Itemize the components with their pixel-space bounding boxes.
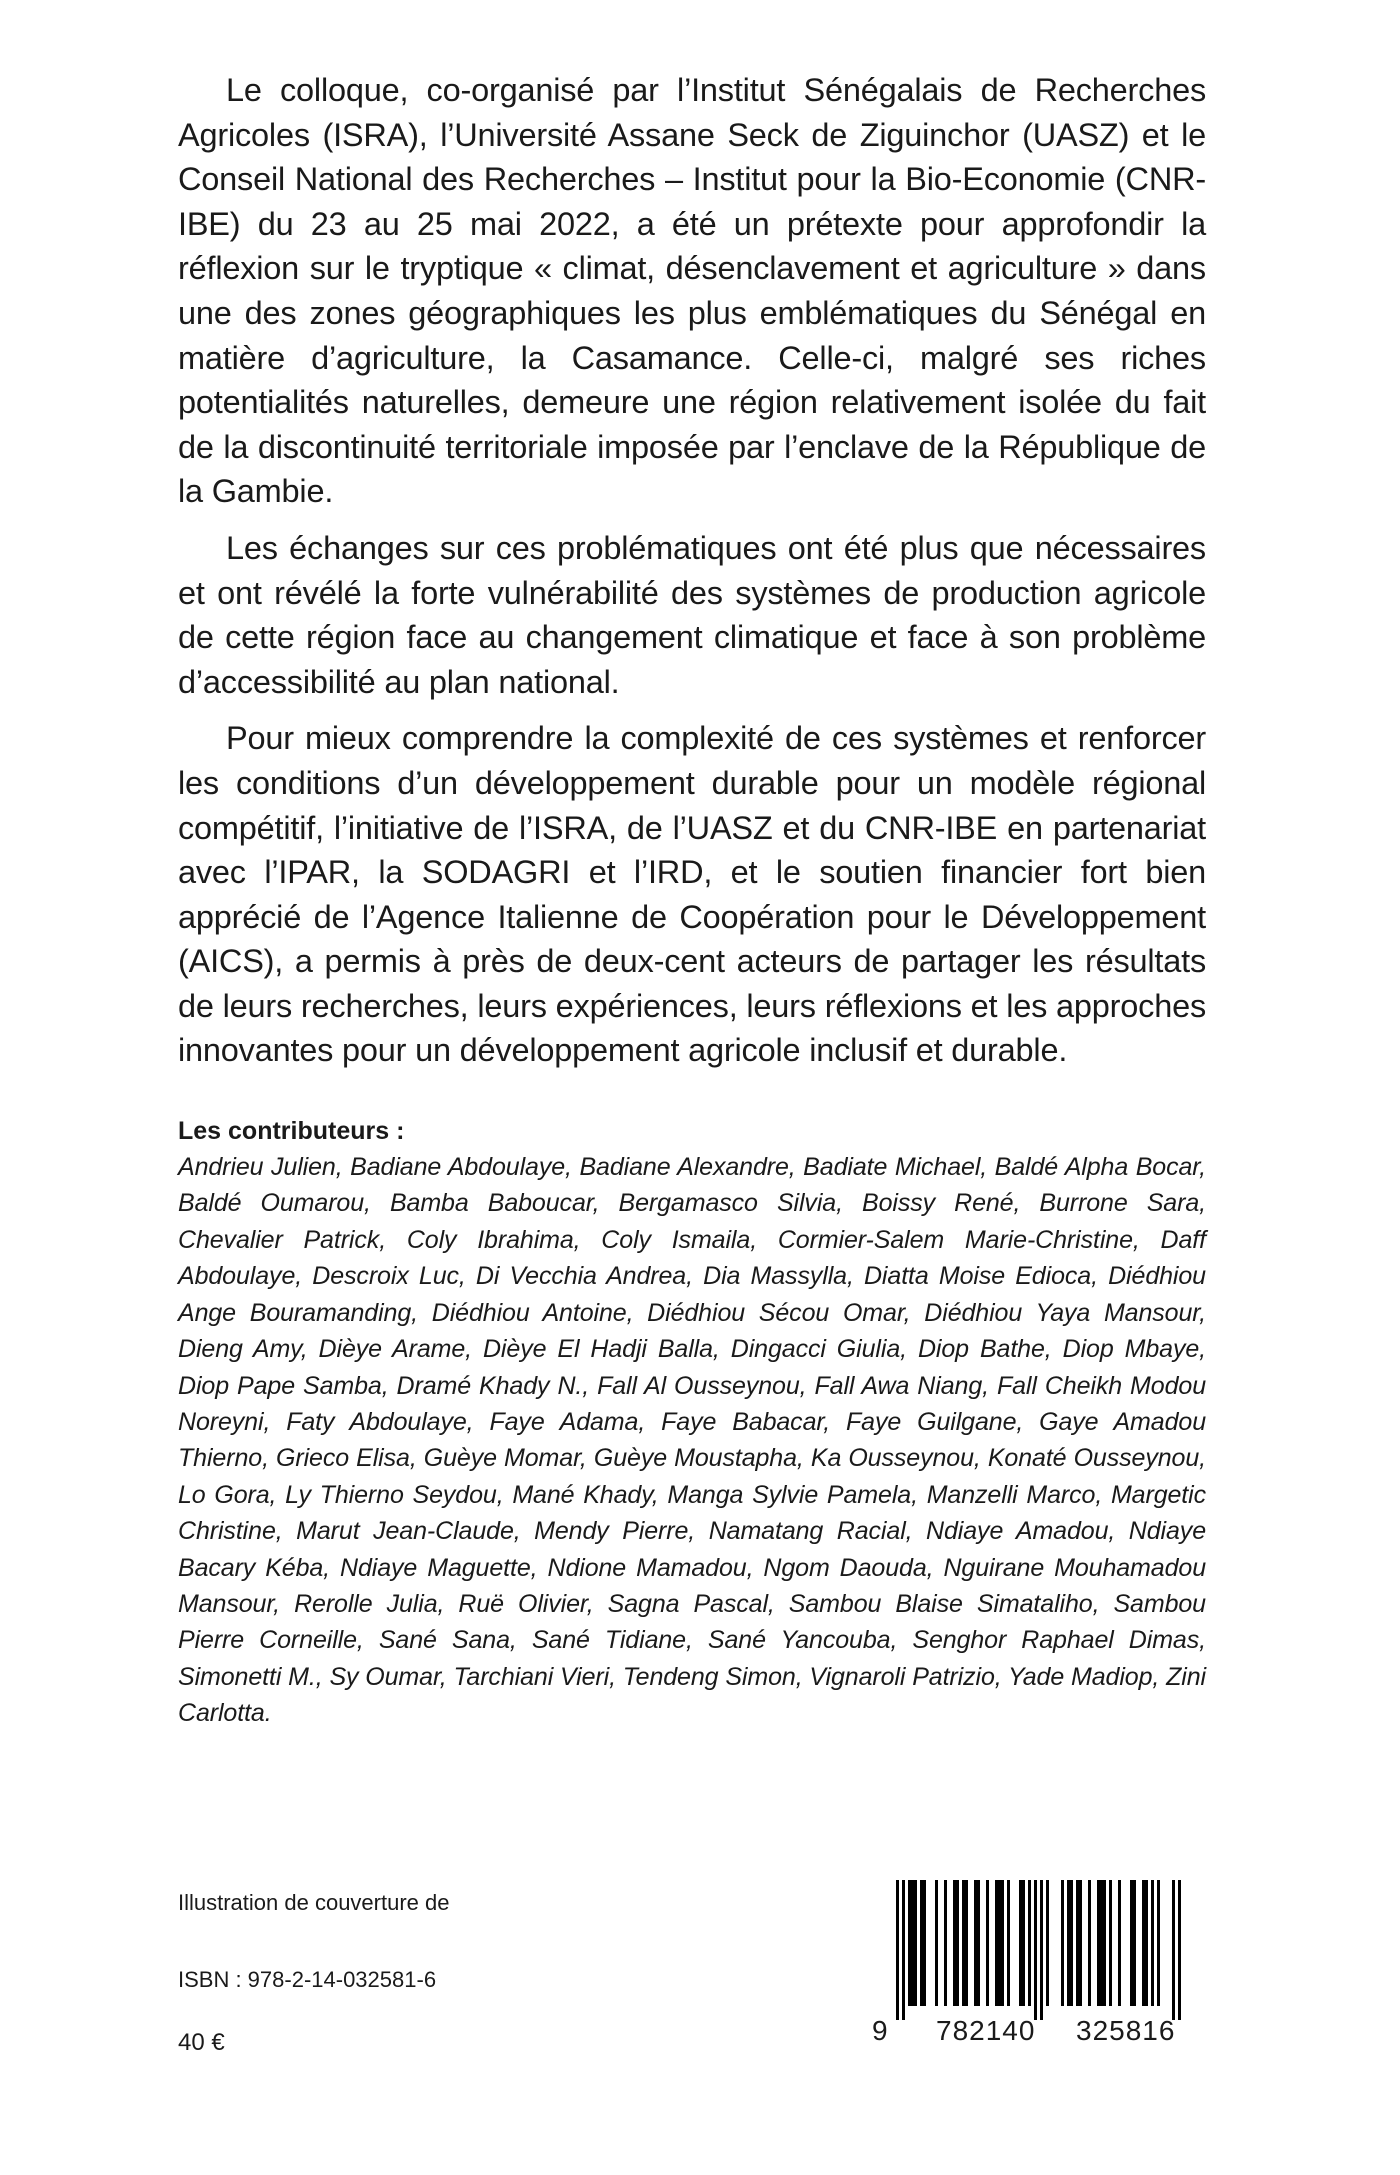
illustration-credit: Illustration de couverture de: [178, 1890, 450, 1915]
barcode-bar: [1097, 1880, 1100, 2006]
barcode-bar: [1061, 1880, 1064, 2006]
contributors-list: Andrieu Julien, Badiane Abdoulaye, Badiane Alexandre, Badiate Michael, Baldé Alpha Bocar, Baldé Oumarou, Bamba Baboucar, Bergamasco Silvia, Boissy René, Burrone Sara, Chevalier Patrick, Coly Ibrahima, Coly Ismaila, Cormier-Salem Marie-Christine, Daff Abdoulaye, Descroix Luc, Di Vecchia Andrea, Dia Massylla, Diatta Moise Edioca, Diédhiou Ange Bouramanding, Diédhiou Antoine, Diédhiou Sécou Omar, Diédhiou Yaya Mansour, Dieng Amy, Dièye Arame, Dièye El Hadji Balla, Dingacci Giulia, Diop Bathe, Diop Mbaye, Diop Pape Samba, Dramé Khady N., Fall Al Ousseynou, Fall Awa Niang, Fall Cheikh Modou Noreyni, Faty Abdoulaye, Faye Adama, Faye Babacar, Faye Guilgane, Gaye Amadou Thierno, Grieco Elisa, Guèye Momar, Guèye Moustapha, Ka Ousseynou, Konaté Ousseynou, Lo Gora, Ly Thierno Seydou, Mané Khady, Manga Sylvie Pamela, Manzelli Marco, Margetic Christine, Marut Jean-Claude, Mendy Pierre, Namatang Racial, Ndiaye Amadou, Ndiaye Bacary Kéba, Ndiaye Maguette, Ndione Mamadou, Ngom Daouda, Nguirane Mouhamadou Mansour, Rerolle Julia, Ruë Olivier, Sagna Pascal, Sambou Blaise Simataliho, Sambou Pierre Corneille, Sané Sana, Sané Tidiane, Sané Yancouba, Senghor Raphael Dimas, Simonetti M., Sy Oumar, Tarchiani Vieri, Tendeng Simon, Vignaroli Patrizio, Yade Madiop, Zini Carlotta.: [178, 1153, 1206, 1728]
barcode-bar: [1019, 1880, 1022, 2006]
back-cover-text: [178, 68, 1206, 1732]
barcode-right-group: 325816: [1076, 2015, 1176, 2046]
barcode-bar: [914, 1880, 917, 2006]
barcode-bar: [1001, 1880, 1004, 2006]
barcode-bar: [998, 1880, 1001, 2006]
barcode-bar: [1070, 1880, 1073, 2006]
barcode-bar: [1151, 1880, 1154, 2006]
blurb-paragraph-2: Les échanges sur ces problématiques ont été plus que nécessaires et ont révélé la forte vulnérabilité des systèmes de production agricole de cette région face au changement climatique et face à son problème d’accessibilité au plan national.: [178, 529, 1206, 700]
barcode-bar: [1079, 1880, 1082, 2006]
barcode-bar: [977, 1880, 980, 2006]
barcode-bar: [1118, 1880, 1121, 2006]
barcode: [866, 1880, 1200, 2046]
barcode-bar: [935, 1880, 938, 2006]
barcode-bar: [1028, 1880, 1031, 2006]
barcode-bar: [1034, 1880, 1037, 2020]
barcode-left-group: 782140: [936, 2015, 1036, 2046]
barcode-bar: [974, 1880, 977, 2006]
barcode-bar: [1100, 1880, 1103, 2006]
isbn: ISBN : 978-2-14-032581-6: [178, 1967, 437, 1992]
blurb-paragraph-3: Pour mieux comprendre la complexité de ces systèmes et renforcer les conditions d’un développement durable pour un modèle régional compétitif, l’initiative de l’ISRA, de l’UASZ et du CNR-IBE en partenariat avec l’IPAR, la SODAGRI et l’IRD, et le soutien financier fort bien apprécié de l’Agence Italienne de Coopération pour le Développement (AICS), a permis à près de deux-cent acteurs de partager les résultats de leurs recherches, leurs expériences, leurs réflexions et les approches innovantes pour un développement agricole inclusif et durable.: [178, 720, 1206, 1069]
barcode-bar: [1133, 1880, 1136, 2006]
barcode-bar: [986, 1880, 989, 2006]
barcode-bar: [1109, 1880, 1112, 2006]
barcode-bar: [1022, 1880, 1025, 2006]
blurb-paragraph-1: Le colloque, co-organisé par l’Institut Sénégalais de Recherches Agricoles (ISRA), l’Université Assane Seck de Ziguinchor (UASZ) et le Conseil National des Recherches – Institut pour la Bio-Economie (CNR-IBE) du 23 au 25 mai 2022, a été un prétexte pour approfondir la réflexion sur le tryptique « climat, désenclavement et agriculture » dans une des zones géographiques les plus emblématiques du Sénégal en matière d’agriculture, la Casamance. Celle-ci, malgré ses riches potentialités naturelles, demeure une région relativement isolée du fait de la discontinuité territoriale imposée par l’enclave de la République de la Gambie.: [178, 72, 1206, 510]
barcode-bar: [902, 1880, 905, 2020]
barcode-bar: [1142, 1880, 1145, 2006]
barcode-bar: [1088, 1880, 1091, 2006]
barcode-bar: [1172, 1880, 1175, 2020]
barcode-bar: [1007, 1880, 1010, 2006]
blurb: [178, 68, 1206, 1073]
barcode-first-digit: 9: [872, 2015, 889, 2046]
barcode-bar: [908, 1880, 911, 2006]
barcode-bar: [1145, 1880, 1148, 2006]
barcode-bar: [962, 1880, 965, 2006]
barcode-bar: [956, 1880, 959, 2006]
barcode-bar: [920, 1880, 923, 2006]
barcode-bar: [995, 1880, 998, 2006]
barcode-bar: [1130, 1880, 1133, 2006]
barcode-bar: [923, 1880, 926, 2006]
barcode-bar: [1076, 1880, 1079, 2006]
barcode-bar: [911, 1880, 914, 2006]
barcode-bar: [1040, 1880, 1043, 2020]
barcode-bar: [953, 1880, 956, 2006]
barcode-digits: [866, 2015, 1200, 2045]
barcode-bar: [944, 1880, 947, 2006]
barcode-bar: [1067, 1880, 1070, 2006]
barcode-bar: [965, 1880, 968, 2006]
barcode-bars: [866, 1880, 1200, 2020]
contributors-section: [178, 1113, 1206, 1732]
barcode-bar: [896, 1880, 899, 2020]
barcode-bar: [1157, 1880, 1160, 2006]
barcode-bar: [1103, 1880, 1106, 2006]
barcode-bar: [1178, 1880, 1181, 2020]
barcode-bar: [1046, 1880, 1049, 2006]
price: 40 €: [178, 2029, 225, 2056]
contributors-heading: Les contributeurs :: [178, 1117, 405, 1146]
